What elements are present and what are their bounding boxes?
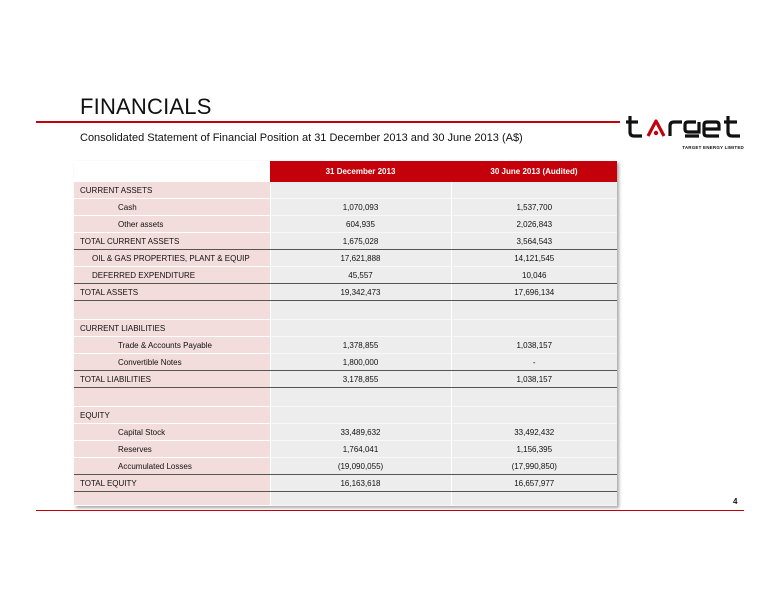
row-value-jun xyxy=(451,320,617,337)
table-row xyxy=(74,407,617,424)
table-row xyxy=(74,250,617,267)
table-row xyxy=(74,267,617,284)
table-row xyxy=(74,199,617,216)
row-label: OIL & GAS PROPERTIES, PLANT & EQUIP xyxy=(74,250,270,267)
row-value-dec xyxy=(270,388,451,407)
row-label: CURRENT LIABILITIES xyxy=(74,320,270,337)
row-value-jun: 1,038,157 xyxy=(451,371,617,388)
title-rule xyxy=(36,121,620,123)
row-value-jun: 17,696,134 xyxy=(451,284,617,301)
row-value-jun xyxy=(451,492,617,506)
table-row xyxy=(74,492,617,506)
row-label: Accumulated Losses xyxy=(74,458,270,475)
row-value-dec xyxy=(270,182,451,199)
table-row xyxy=(74,441,617,458)
company-logo xyxy=(624,112,744,150)
row-label: CURRENT ASSETS xyxy=(74,182,270,199)
header-dec-2013: 31 December 2013 xyxy=(270,161,451,182)
row-value-jun xyxy=(451,407,617,424)
row-value-dec: 604,935 xyxy=(270,216,451,233)
row-value-dec: 19,342,473 xyxy=(270,284,451,301)
row-label xyxy=(74,388,270,407)
row-value-jun: 3,564,543 xyxy=(451,233,617,250)
header-jun-2013: 30 June 2013 (Audited) xyxy=(451,161,617,182)
table-row xyxy=(74,388,617,407)
row-value-dec: 33,489,632 xyxy=(270,424,451,441)
row-value-dec: 1,070,093 xyxy=(270,199,451,216)
row-label: Reserves xyxy=(74,441,270,458)
page-number: 4 xyxy=(733,497,738,506)
table-header-row xyxy=(74,161,617,182)
row-value-jun xyxy=(451,388,617,407)
row-value-dec xyxy=(270,320,451,337)
page-subtitle: Consolidated Statement of Financial Position at 31 December 2013 and 30 June 2013 (A$) xyxy=(80,132,523,144)
table-row xyxy=(74,216,617,233)
row-value-jun: 1,156,395 xyxy=(451,441,617,458)
row-label: DEFERRED EXPENDITURE xyxy=(74,267,270,284)
row-value-dec: (19,090,055) xyxy=(270,458,451,475)
row-value-dec xyxy=(270,407,451,424)
row-value-dec: 3,178,855 xyxy=(270,371,451,388)
row-value-jun xyxy=(451,301,617,320)
row-label: TOTAL LIABILITIES xyxy=(74,371,270,388)
row-label xyxy=(74,301,270,320)
page-title: FINANCIALS xyxy=(80,94,212,119)
table-row xyxy=(74,337,617,354)
row-label: Cash xyxy=(74,199,270,216)
table-row xyxy=(74,458,617,475)
logo-subtext: TARGET ENERGY LIMITED xyxy=(682,145,744,150)
table-row xyxy=(74,182,617,199)
footer-rule xyxy=(36,510,744,511)
table-row xyxy=(74,284,617,301)
row-value-dec: 16,163,618 xyxy=(270,475,451,492)
table-row xyxy=(74,424,617,441)
row-label: TOTAL ASSETS xyxy=(74,284,270,301)
table-row xyxy=(74,233,617,250)
row-value-dec: 17,621,888 xyxy=(270,250,451,267)
table-row xyxy=(74,371,617,388)
financial-position-table xyxy=(74,161,617,506)
row-label: EQUITY xyxy=(74,407,270,424)
row-label xyxy=(74,492,270,506)
row-label: TOTAL CURRENT ASSETS xyxy=(74,233,270,250)
row-label: TOTAL EQUITY xyxy=(74,475,270,492)
row-value-jun: 14,121,545 xyxy=(451,250,617,267)
row-value-jun: 2,026,843 xyxy=(451,216,617,233)
table-row xyxy=(74,320,617,337)
row-label: Other assets xyxy=(74,216,270,233)
row-value-dec: 45,557 xyxy=(270,267,451,284)
row-value-dec xyxy=(270,301,451,320)
row-value-dec: 1,764,041 xyxy=(270,441,451,458)
table-row xyxy=(74,301,617,320)
row-value-jun: (17,990,850) xyxy=(451,458,617,475)
row-value-dec: 1,675,028 xyxy=(270,233,451,250)
table-row xyxy=(74,354,617,371)
row-label: Trade & Accounts Payable xyxy=(74,337,270,354)
row-value-jun: 16,657,977 xyxy=(451,475,617,492)
row-value-dec: 1,378,855 xyxy=(270,337,451,354)
row-value-jun: 33,492,432 xyxy=(451,424,617,441)
row-label: Capital Stock xyxy=(74,424,270,441)
row-value-jun: 10,046 xyxy=(451,267,617,284)
target-logo-icon xyxy=(624,112,744,142)
row-value-dec xyxy=(270,492,451,506)
header-blank xyxy=(74,161,270,182)
row-value-jun: - xyxy=(451,354,617,371)
row-value-jun xyxy=(451,182,617,199)
row-label: Convertible Notes xyxy=(74,354,270,371)
row-value-jun: 1,038,157 xyxy=(451,337,617,354)
row-value-dec: 1,800,000 xyxy=(270,354,451,371)
table-row xyxy=(74,475,617,492)
row-value-jun: 1,537,700 xyxy=(451,199,617,216)
